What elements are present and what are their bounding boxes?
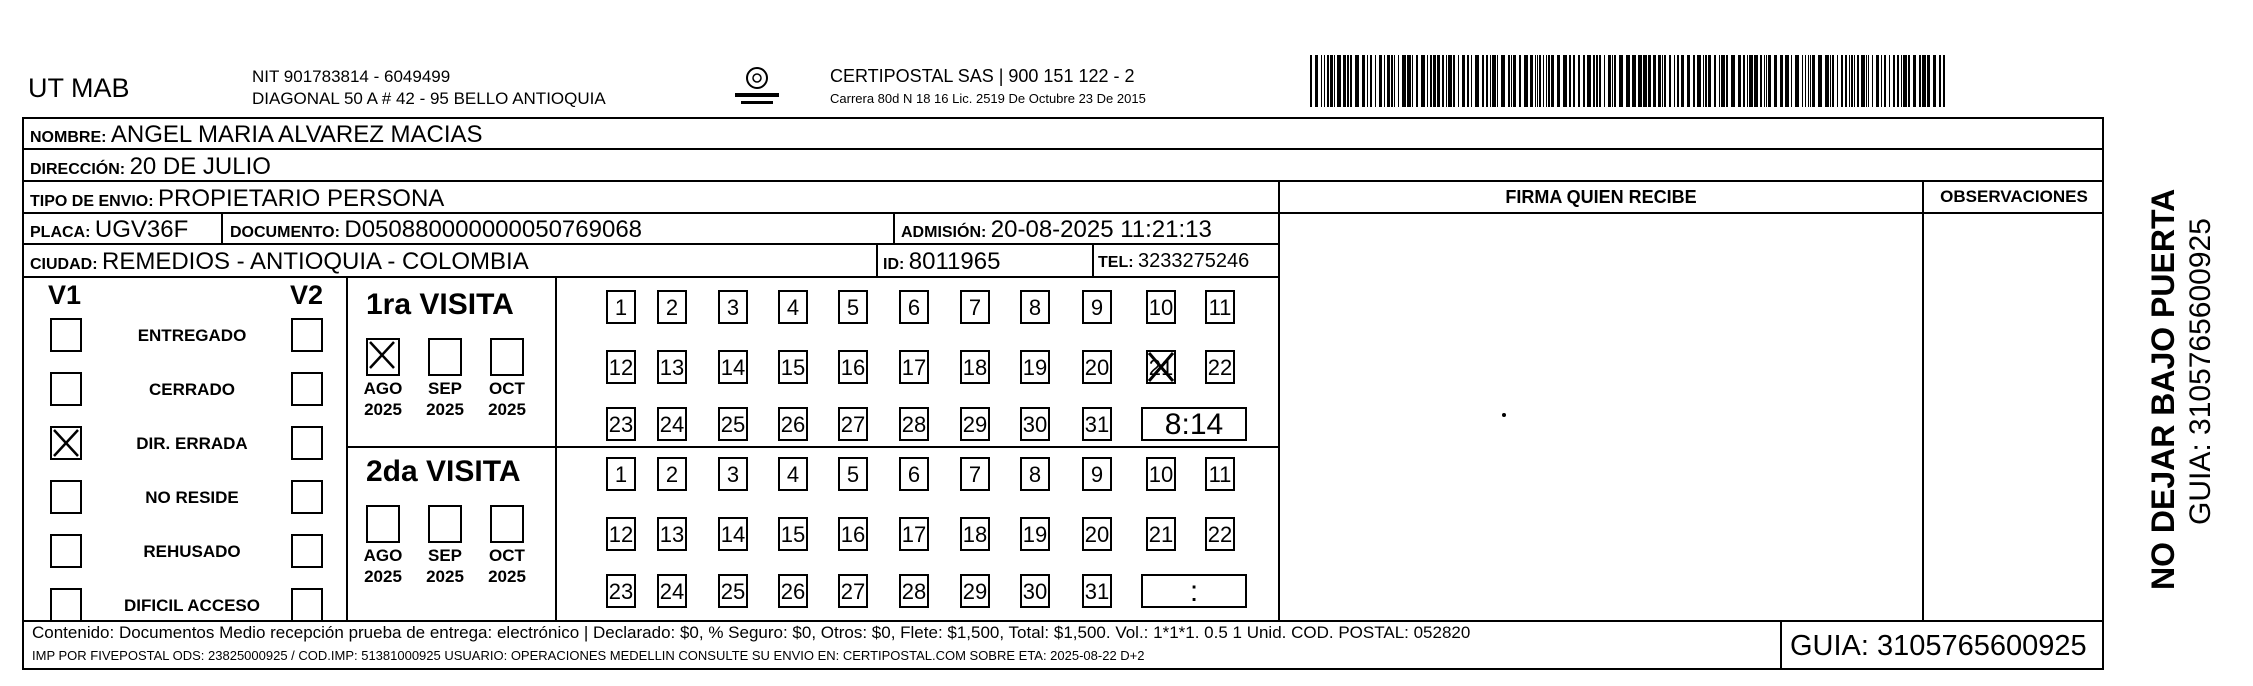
day-box[interactable]	[778, 290, 808, 324]
day-number: 26	[780, 412, 806, 437]
admision-label: ADMISIÓN:	[901, 224, 987, 241]
day-number: 7	[968, 295, 982, 320]
day-box[interactable]	[1020, 350, 1050, 384]
day-number: 27	[840, 579, 866, 604]
day-number: 14	[720, 355, 746, 380]
day-box[interactable]	[1082, 290, 1112, 324]
day-box[interactable]	[1020, 457, 1050, 491]
firma-area[interactable]	[1280, 213, 1922, 620]
day-box[interactable]	[1082, 350, 1112, 384]
day-box[interactable]	[718, 457, 748, 491]
month-checkbox[interactable]	[490, 505, 524, 543]
v2-checkbox[interactable]	[291, 426, 323, 460]
day-box[interactable]	[1205, 350, 1235, 384]
day-number: 2	[665, 295, 679, 320]
first-visit-title: 1ra VISITA	[366, 288, 514, 321]
day-box[interactable]	[899, 290, 929, 324]
day-box[interactable]	[657, 350, 687, 384]
courier-name: CERTIPOSTAL SAS | 900 151 122 - 2	[830, 66, 1135, 86]
day-number: 6	[907, 295, 921, 320]
month-label: AGO 2025	[363, 379, 403, 419]
day-box[interactable]	[1146, 517, 1176, 551]
tipo-envio-row	[30, 185, 444, 213]
month-label: SEP 2025	[426, 379, 464, 419]
day-box[interactable]	[1082, 517, 1112, 551]
placa-label: PLACA:	[30, 224, 91, 241]
status-label: REHUSADO	[143, 542, 241, 561]
day-box[interactable]	[1205, 457, 1235, 491]
day-box[interactable]	[718, 407, 748, 441]
footer-guia: GUIA: 3105765600925	[1790, 630, 2087, 662]
day-box[interactable]	[606, 517, 636, 551]
tel-label: TEL:	[1098, 254, 1134, 271]
day-number: 22	[1207, 355, 1233, 380]
id-value: 8011965	[908, 248, 1001, 275]
documento-label: DOCUMENTO:	[230, 224, 340, 241]
day-number: 28	[901, 579, 927, 604]
month-checkbox[interactable]	[428, 338, 462, 376]
certipostal-logo	[727, 64, 787, 110]
ciudad-row	[30, 248, 529, 276]
v2-checkbox[interactable]	[291, 318, 323, 352]
v2-checkbox[interactable]	[291, 588, 323, 622]
day-number: 23	[608, 579, 634, 604]
day-number: 18	[962, 355, 988, 380]
v1-checkbox[interactable]	[50, 480, 82, 514]
day-box[interactable]	[657, 290, 687, 324]
day-number: 15	[780, 522, 806, 547]
barcode	[1310, 55, 1950, 107]
day-number: 29	[962, 579, 988, 604]
month-checkbox[interactable]	[366, 505, 400, 543]
day-box[interactable]	[838, 350, 868, 384]
placa-value: UGV36F	[94, 216, 189, 243]
day-number: 21	[1148, 355, 1174, 380]
tipo-envio-value: PROPIETARIO PERSONA	[158, 185, 445, 212]
direccion-row	[30, 153, 271, 181]
nombre-label: NOMBRE:	[30, 129, 107, 146]
day-number: 20	[1084, 355, 1110, 380]
month-label: OCT 2025	[488, 379, 526, 419]
time-box[interactable]: 8:14	[1141, 407, 1247, 441]
courier-address: Carrera 80d N 18 16 Lic. 2519 De Octubre 23 De 2015	[830, 91, 1146, 106]
day-number: 17	[901, 522, 927, 547]
nombre-row	[30, 121, 483, 149]
day-number: 7	[968, 462, 982, 487]
month-label: AGO 2025	[363, 546, 403, 586]
v2-checkbox[interactable]	[291, 372, 323, 406]
v1-checkbox[interactable]	[50, 318, 82, 352]
direccion-value: 20 DE JULIO	[129, 153, 271, 180]
day-box[interactable]	[778, 407, 808, 441]
id-row	[883, 248, 1000, 276]
day-box[interactable]	[838, 517, 868, 551]
day-box[interactable]	[838, 290, 868, 324]
day-number: 25	[720, 412, 746, 437]
day-number: 30	[1022, 412, 1048, 437]
day-number: 14	[720, 522, 746, 547]
day-box[interactable]	[1020, 517, 1050, 551]
day-number: 31	[1084, 412, 1110, 437]
day-box[interactable]	[1146, 457, 1176, 491]
day-box[interactable]	[899, 457, 929, 491]
day-box[interactable]	[718, 517, 748, 551]
admision-value: 20-08-2025 11:21:13	[990, 216, 1212, 243]
v1-checkbox[interactable]	[50, 426, 82, 460]
day-number: 16	[840, 522, 866, 547]
documento-value: D050880000000050769068	[344, 216, 643, 243]
day-number: 29	[962, 412, 988, 437]
id-label: ID:	[883, 256, 905, 273]
day-box[interactable]	[1020, 290, 1050, 324]
day-number: 4	[786, 295, 800, 320]
day-number: 9	[1090, 295, 1104, 320]
day-number: 31	[1084, 579, 1110, 604]
day-number: 20	[1084, 522, 1110, 547]
day-box[interactable]	[838, 457, 868, 491]
day-box[interactable]	[1146, 350, 1176, 384]
day-number: 5	[846, 295, 860, 320]
day-box[interactable]	[778, 574, 808, 608]
admision-row	[901, 216, 1212, 244]
month-checkbox[interactable]	[428, 505, 462, 543]
day-number: 19	[1022, 522, 1048, 547]
placa-row	[30, 216, 188, 244]
day-box[interactable]	[899, 574, 929, 608]
day-box[interactable]	[657, 517, 687, 551]
month-checkbox[interactable]	[490, 338, 524, 376]
day-number: 13	[659, 355, 685, 380]
day-number: 28	[901, 412, 927, 437]
day-box[interactable]	[606, 290, 636, 324]
day-number: 3	[726, 462, 740, 487]
day-number: 25	[720, 579, 746, 604]
day-box[interactable]	[778, 457, 808, 491]
v2-checkbox[interactable]	[291, 480, 323, 514]
firma-header: FIRMA QUIEN RECIBE	[1505, 187, 1697, 207]
side-warning: NO DEJAR BAJO PUERTA	[2145, 188, 2181, 590]
day-box[interactable]	[838, 574, 868, 608]
day-number: 24	[659, 579, 685, 604]
day-number: 9	[1090, 462, 1104, 487]
month-label: OCT 2025	[488, 546, 526, 586]
tel-row	[1098, 250, 1249, 273]
company-name: UT MAB	[28, 73, 130, 103]
day-number: 6	[907, 462, 921, 487]
company-nit: NIT 901783814 - 6049499	[252, 67, 451, 86]
day-box[interactable]	[657, 574, 687, 608]
ciudad-value: REMEDIOS - ANTIOQUIA - COLOMBIA	[102, 248, 529, 275]
day-box[interactable]	[1020, 407, 1050, 441]
day-box[interactable]	[718, 350, 748, 384]
day-box[interactable]	[778, 517, 808, 551]
day-box[interactable]	[960, 574, 990, 608]
day-number: 10	[1148, 295, 1174, 320]
day-box[interactable]	[718, 574, 748, 608]
v2-checkbox[interactable]	[291, 534, 323, 568]
day-number: 8	[1028, 462, 1042, 487]
day-number: 26	[780, 579, 806, 604]
day-box[interactable]	[657, 457, 687, 491]
v1-checkbox[interactable]	[50, 588, 82, 622]
day-number: 27	[840, 412, 866, 437]
day-box[interactable]	[1205, 517, 1235, 551]
day-box[interactable]	[1205, 290, 1235, 324]
status-label: DIFICIL ACCESO	[123, 596, 260, 615]
documento-row	[230, 216, 642, 244]
day-box[interactable]	[1082, 407, 1112, 441]
day-number: 1	[614, 295, 628, 320]
day-number: 8	[1028, 295, 1042, 320]
direccion-label: DIRECCIÓN:	[30, 161, 126, 178]
day-box[interactable]	[899, 517, 929, 551]
side-guia: GUIA: 3105765600925	[2184, 218, 2217, 525]
day-number: 23	[608, 412, 634, 437]
day-number: 3	[726, 295, 740, 320]
day-number: 22	[1207, 522, 1233, 547]
day-box[interactable]	[960, 457, 990, 491]
status-label: DIR. ERRADA	[136, 434, 248, 453]
day-number: 18	[962, 522, 988, 547]
day-box[interactable]	[606, 407, 636, 441]
nombre-value: ANGEL MARIA ALVAREZ MACIAS	[110, 121, 483, 148]
time-box[interactable]: :	[1141, 574, 1247, 608]
day-number: 15	[780, 355, 806, 380]
day-number: 17	[901, 355, 927, 380]
status-label: CERRADO	[149, 380, 235, 399]
day-box[interactable]	[718, 290, 748, 324]
day-box[interactable]	[1082, 574, 1112, 608]
day-number: 11	[1208, 462, 1232, 487]
second-visit-title: 2da VISITA	[366, 455, 521, 488]
day-box[interactable]	[1082, 457, 1112, 491]
day-number: 12	[608, 522, 634, 547]
v1-checkbox[interactable]	[50, 372, 82, 406]
day-box[interactable]	[606, 457, 636, 491]
day-number: 4	[786, 462, 800, 487]
day-number: 11	[1208, 295, 1232, 320]
day-box[interactable]	[606, 574, 636, 608]
day-number: 12	[608, 355, 634, 380]
day-box[interactable]	[778, 350, 808, 384]
day-number: 2	[665, 462, 679, 487]
footer-line2: IMP POR FIVEPOSTAL ODS: 23825000925 / COD.IMP: 51381000925 USUARIO: OPERACIONES MEDELLIN CONSULTE SU ENVIO EN: CERTIPOSTAL.COM SOBRE ETA: 2025-08-22 D+2	[32, 648, 1145, 663]
day-box[interactable]	[960, 290, 990, 324]
day-box[interactable]	[899, 407, 929, 441]
company-address: DIAGONAL 50 A # 42 - 95 BELLO ANTIOQUIA	[252, 89, 606, 108]
observaciones-header: OBSERVACIONES	[1940, 187, 2088, 206]
v2-header: V2	[290, 280, 324, 310]
day-number: 16	[840, 355, 866, 380]
status-label: NO RESIDE	[145, 488, 239, 507]
day-box[interactable]	[960, 407, 990, 441]
day-box[interactable]	[960, 350, 990, 384]
ink-dot	[1502, 413, 1506, 417]
month-label: SEP 2025	[426, 546, 464, 586]
day-number: 24	[659, 412, 685, 437]
day-number: 1	[614, 462, 628, 487]
tipo-envio-label: TIPO DE ENVIO:	[30, 193, 154, 210]
day-number: 30	[1022, 579, 1048, 604]
day-box[interactable]	[606, 350, 636, 384]
day-number: 19	[1022, 355, 1048, 380]
month-checkbox[interactable]	[366, 338, 400, 376]
day-number: 10	[1148, 462, 1174, 487]
day-box[interactable]	[838, 407, 868, 441]
observaciones-area[interactable]	[1924, 213, 2104, 620]
day-box[interactable]	[960, 517, 990, 551]
v1-header: V1	[48, 280, 82, 310]
tel-value: 3233275246	[1138, 250, 1250, 272]
status-label: ENTREGADO	[137, 326, 247, 345]
ciudad-label: CIUDAD:	[30, 256, 98, 273]
day-number: 21	[1148, 522, 1174, 547]
day-box[interactable]	[1020, 574, 1050, 608]
v1-checkbox[interactable]	[50, 534, 82, 568]
day-box[interactable]	[899, 350, 929, 384]
day-box[interactable]	[1146, 290, 1176, 324]
day-number: 13	[659, 522, 685, 547]
day-number: 5	[846, 462, 860, 487]
day-box[interactable]	[657, 407, 687, 441]
footer-line1: Contenido: Documentos Medio recepción prueba de entrega: electrónico | Declarado: $0, % Seguro: $0, Otros: $0, Flete: $1,500, Total: $1,500. Vol.: 1*1*1. 0.5 1 Unid. COD. POSTAL: 052820	[32, 623, 1471, 642]
